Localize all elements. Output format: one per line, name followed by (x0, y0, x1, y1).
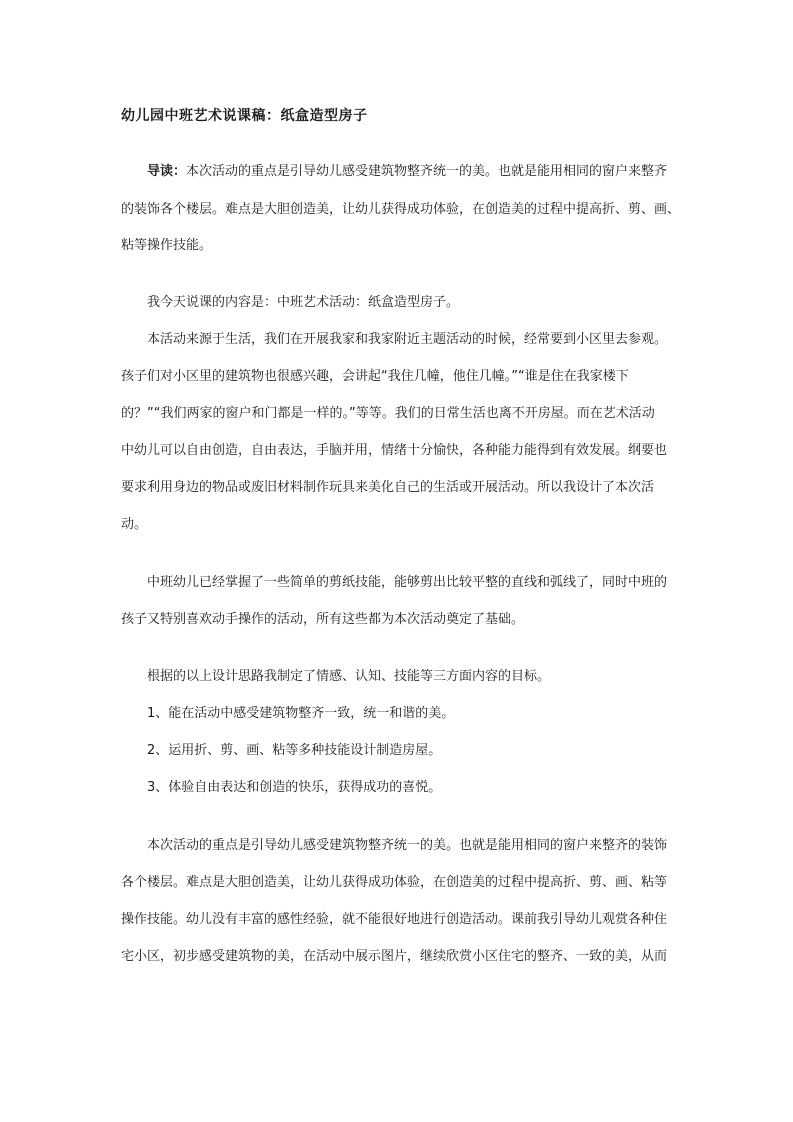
intro-line-2: 的装饰各个楼层。难点是大胆创造美，让幼儿获得成功体验，在创造美的过程中提高折、剪、画、 (121, 202, 681, 217)
para3-line-3: 操作技能。幼儿没有丰富的感性经验，就不能很好地进行创造活动。课前我引导幼儿观赏各种住 (121, 912, 668, 927)
para1-line-3: 的？”“我们两家的窗户和门都是一样的。”等等。我们的日常生活也离不开房屋。而在艺术活动 (121, 406, 655, 421)
topic-paragraph: 我今天说课的内容是：中班艺术活动：纸盒造型房子。 (147, 295, 460, 310)
goal-item-1: 1、能在活动中感受建筑物整齐一致，统一和谐的美。 (147, 706, 455, 721)
para1-line-5: 要求利用身边的物品或废旧材料制作玩具来美化自己的生活或开展活动。所以我设计了本次活 (121, 480, 655, 495)
para3-line-4: 宅小区，初步感受建筑物的美，在活动中展示图片，继续欣赏小区住宅的整齐、一致的美，从而 (121, 949, 668, 964)
para1-line-4: 中幼儿可以自由创造，自由表达，手脑并用，情绪十分愉快，各种能力能得到有效发展。纲要也 (121, 443, 668, 458)
goal-item-3: 3、体验自由表达和创造的快乐，获得成功的喜悦。 (147, 780, 442, 795)
para1-line-2: 孩子们对小区里的建筑物也很感兴趣，会讲起“我住几幢，他住几幢。”“谁是住在我家楼下 (121, 369, 629, 384)
para2-line-1: 中班幼儿已经掌握了一些简单的剪纸技能，能够剪出比较平整的直线和弧线了，同时中班的 (147, 575, 668, 590)
intro-line-3: 粘等操作技能。 (121, 238, 213, 253)
goal-item-2: 2、运用折、剪、画、粘等多种技能设计制造房屋。 (147, 743, 442, 758)
para1-line-6: 动。 (121, 517, 148, 532)
document-title: 幼儿园中班艺术说课稿：纸盒造型房子 (121, 108, 368, 124)
goals-intro: 根据的以上设计思路我制定了情感、认知、技能等三方面内容的目标。 (147, 669, 551, 684)
intro-line-1 (147, 163, 667, 181)
intro-text-1: 本次活动的重点是引导幼儿感受建筑物整齐统一的美。也就是能用相同的窗户来整齐 (186, 164, 668, 179)
para3-line-2: 各个楼层。难点是大胆创造美，让幼儿获得成功体验，在创造美的过程中提高折、剪、画、粘等 (121, 875, 668, 890)
para3-line-1: 本次活动的重点是引导幼儿感受建筑物整齐统一的美。也就是能用相同的窗户来整齐的装饰 (147, 838, 668, 853)
para2-line-2: 孩子又特别喜欢动手操作的活动，所有这些都为本次活动奠定了基础。 (121, 612, 525, 627)
intro-lead: 导读： (147, 164, 187, 179)
para1-line-1: 本活动来源于生活，我们在开展我家和我家附近主题活动的时候，经常要到小区里去参观。 (147, 332, 668, 347)
